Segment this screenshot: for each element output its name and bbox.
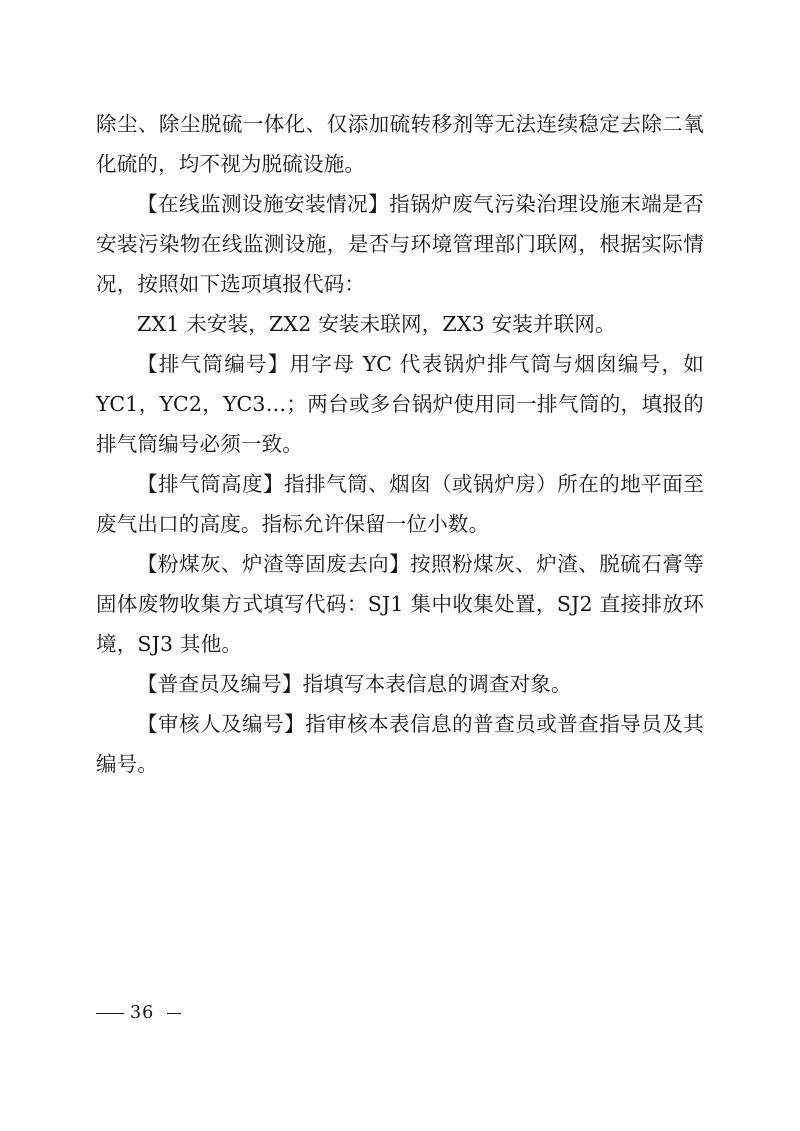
paragraph-4: 【排气筒编号】用字母 YC 代表锅炉排气筒与烟囱编号，如 YC1，YC2，YC3…；两台或多台锅炉使用同一排气筒的，填报的排气筒编号必须一致。	[96, 352, 704, 456]
paragraph-3: ZX1 未安装，ZX2 安装未联网，ZX3 安装并联网。	[137, 312, 616, 336]
paragraph-5: 【排气筒高度】指排气筒、烟囱（或锅炉房）所在的地平面至废气出口的高度。指标允许保留一位小数。	[96, 472, 704, 536]
paragraph-8: 【审核人及编号】指审核本表信息的普查员或普查指导员及其编号。	[96, 712, 704, 776]
paragraph-1: 除尘、除尘脱硫一体化、仅添加硫转移剂等无法连续稳定去除二氧化硫的，均不视为脱硫设施。	[96, 112, 704, 176]
footer-right-dash	[167, 1013, 181, 1014]
footer-left-dash	[96, 1013, 124, 1014]
paragraph-7: 【普查员及编号】指填写本表信息的调查对象。	[137, 672, 572, 696]
page-number: 36	[130, 1003, 155, 1023]
document-body	[96, 104, 704, 784]
paragraph-6: 【粉煤灰、炉渣等固废去向】按照粉煤灰、炉渣、脱硫石膏等固体废物收集方式填写代码：SJ1 集中收集处置，SJ2 直接排放环境，SJ3 其他。	[96, 552, 704, 656]
paragraph-2: 【在线监测设施安装情况】指锅炉废气污染治理设施末端是否安装污染物在线监测设施，是否与环境管理部门联网，根据实际情况，按照如下选项填报代码：	[96, 192, 704, 296]
